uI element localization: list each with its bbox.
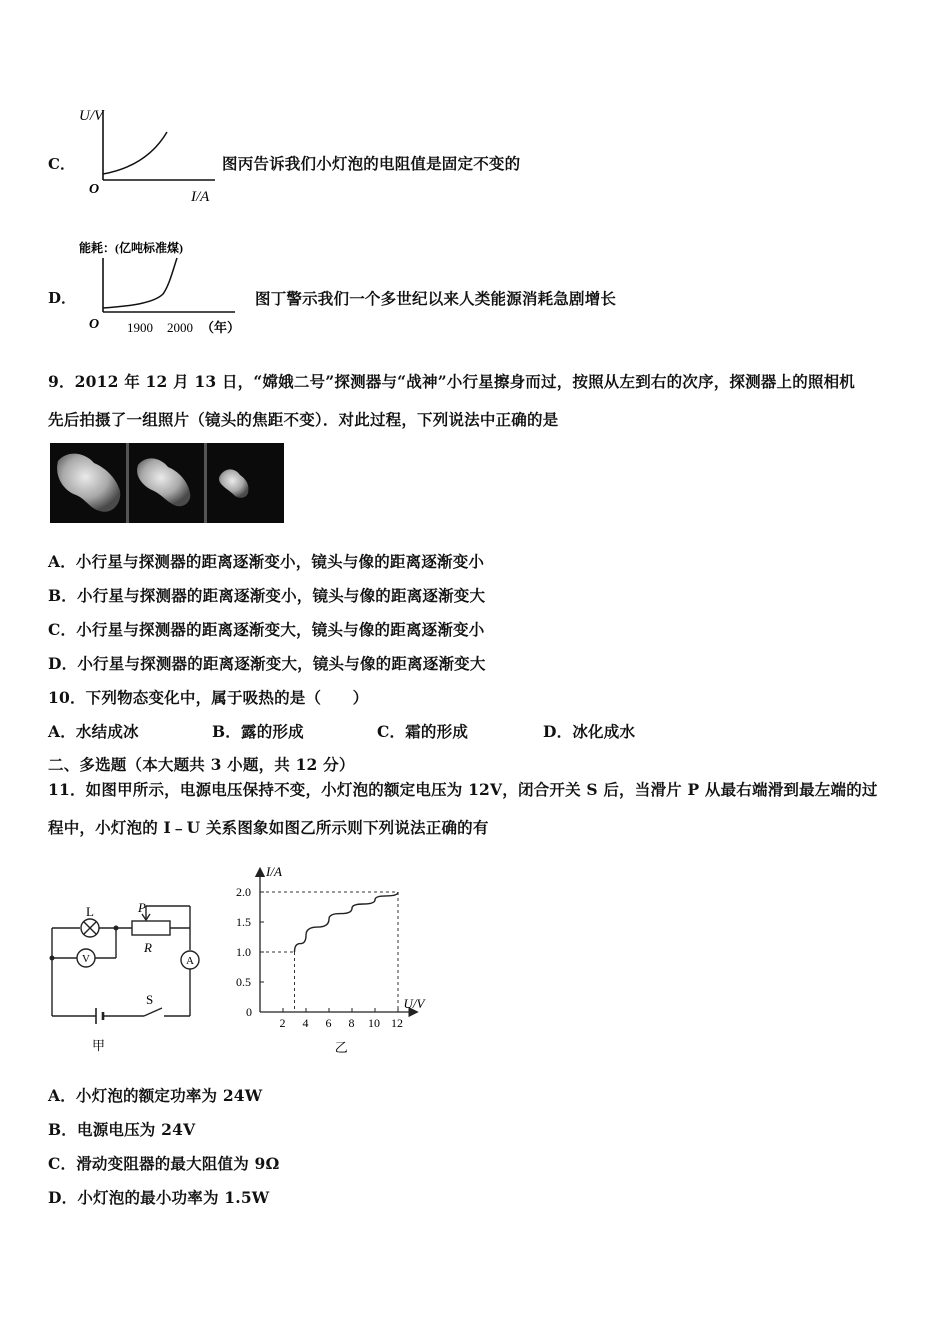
option-d-top-label: D． (48, 289, 77, 307)
section-2-title: 二、多选题（本大题共 3 小题，共 12 分） (48, 755, 355, 774)
circuit-diagram (40, 890, 215, 1060)
circuit-caption: 甲 (92, 1038, 106, 1053)
lamp-label: L (86, 904, 94, 919)
q9-option-b: B．小行星与探测器的距离逐渐变小，镜头与像的距离逐渐变大 (48, 586, 486, 605)
graph-ding-curve (103, 258, 177, 308)
asteroid-photos (50, 443, 284, 523)
iu-chart-caption: 乙 (334, 1040, 348, 1055)
iu-chart (230, 850, 430, 1065)
q9-option-c: C．小行星与探测器的距离逐渐变大，镜头与像的距离逐渐变小 (48, 620, 485, 639)
graph-ding-origin: O (89, 317, 100, 332)
iu-chart-guides (260, 892, 398, 1012)
resistor-symbol (132, 921, 170, 935)
x-tick-label-2: 6 (325, 1016, 332, 1030)
x-tick-label-5: 12 (391, 1016, 403, 1030)
graph-ding-unit: （年） (201, 320, 241, 335)
q10-option-c: C．霜的形成 (377, 722, 469, 741)
iu-chart-y-label: I/A (266, 864, 282, 879)
y-tick-label-3: 2.0 (236, 885, 251, 899)
option-c-top-text: 图丙告诉我们小灯泡的电阻值是固定不变的 (222, 154, 521, 173)
q11-option-b: B．电源电压为 24V (48, 1120, 196, 1139)
graph-bing-curve (103, 132, 167, 174)
option-c-top-label: C． (48, 155, 75, 173)
y-tick-label-1: 1.0 (236, 945, 251, 959)
iu-chart-x-label: U/V (403, 996, 425, 1011)
q10-option-a: A．水结成冰 (48, 722, 139, 741)
q11-option-d: D．小灯泡的最小功率为 1.5W (48, 1188, 270, 1207)
y-tick-label-0: 0.5 (236, 975, 251, 989)
q11-stem-line2: 程中，小灯泡的 I﹣U 关系图象如图乙所示则下列说法正确的有 (48, 818, 489, 837)
q10-option-d: D．冰化成水 (543, 722, 636, 741)
y-tick-label-2: 1.5 (236, 915, 251, 929)
graph-bing (75, 102, 225, 207)
graph-ding (75, 236, 255, 340)
graph-bing-y-label: U/V (79, 108, 104, 124)
graph-ding-tick-2000: 2000 (167, 320, 193, 335)
x-tick-label-3: 8 (348, 1016, 355, 1030)
resistor-label: R (144, 940, 152, 955)
q11-option-a: A．小灯泡的额定功率为 24W (48, 1086, 263, 1105)
q9-option-a: A．小行星与探测器的距离逐渐变小，镜头与像的距离逐渐变小 (48, 552, 485, 571)
option-d-top-text: 图丁警示我们一个多世纪以来人类能源消耗急剧增长 (255, 289, 617, 308)
q11-stem-line1: 11．如图甲所示，电源电压保持不变，小灯泡的额定电压为 12V，闭合开关 S 后，当滑片 P 从最右端滑到最左端的过 (48, 780, 878, 799)
graph-bing-x-label: I/A (191, 189, 210, 205)
iu-chart-ticks (236, 885, 403, 1030)
q9-option-d: D．小行星与探测器的距离逐渐变大，镜头与像的距离逐渐变大 (48, 654, 486, 673)
iu-chart-origin: 0 (246, 1005, 252, 1019)
x-tick-label-4: 10 (368, 1016, 380, 1030)
voltmeter-label: V (82, 953, 90, 965)
q10-option-b: B．露的形成 (212, 722, 304, 741)
q9-stem-line1: 9．2012 年 12 月 13 日，“嫦娥二号”探测器与“战神”小行星擦身而过，按照从左到右的次序，探测器上的照相机 (48, 372, 856, 391)
x-tick-label-0: 2 (279, 1016, 286, 1030)
switch-symbol (144, 1008, 162, 1016)
graph-ding-y-label: 能耗：(亿吨标准煤) (79, 241, 183, 255)
slider-label: P (138, 900, 146, 915)
x-tick-label-1: 4 (302, 1016, 309, 1030)
q11-option-c: C．滑动变阻器的最大阻值为 9Ω (48, 1154, 280, 1173)
iu-chart-series-line (295, 892, 399, 952)
q9-stem-line2: 先后拍摄了一组照片（镜头的焦距不变）．对此过程，下列说法中正确的是 (48, 410, 559, 429)
ammeter-label: A (186, 955, 194, 967)
q10-stem: 10．下列物态变化中，属于吸热的是（ ） (48, 688, 369, 707)
switch-label: S (146, 992, 154, 1007)
graph-bing-origin: O (89, 182, 100, 197)
graph-ding-tick-1900: 1900 (127, 320, 153, 335)
